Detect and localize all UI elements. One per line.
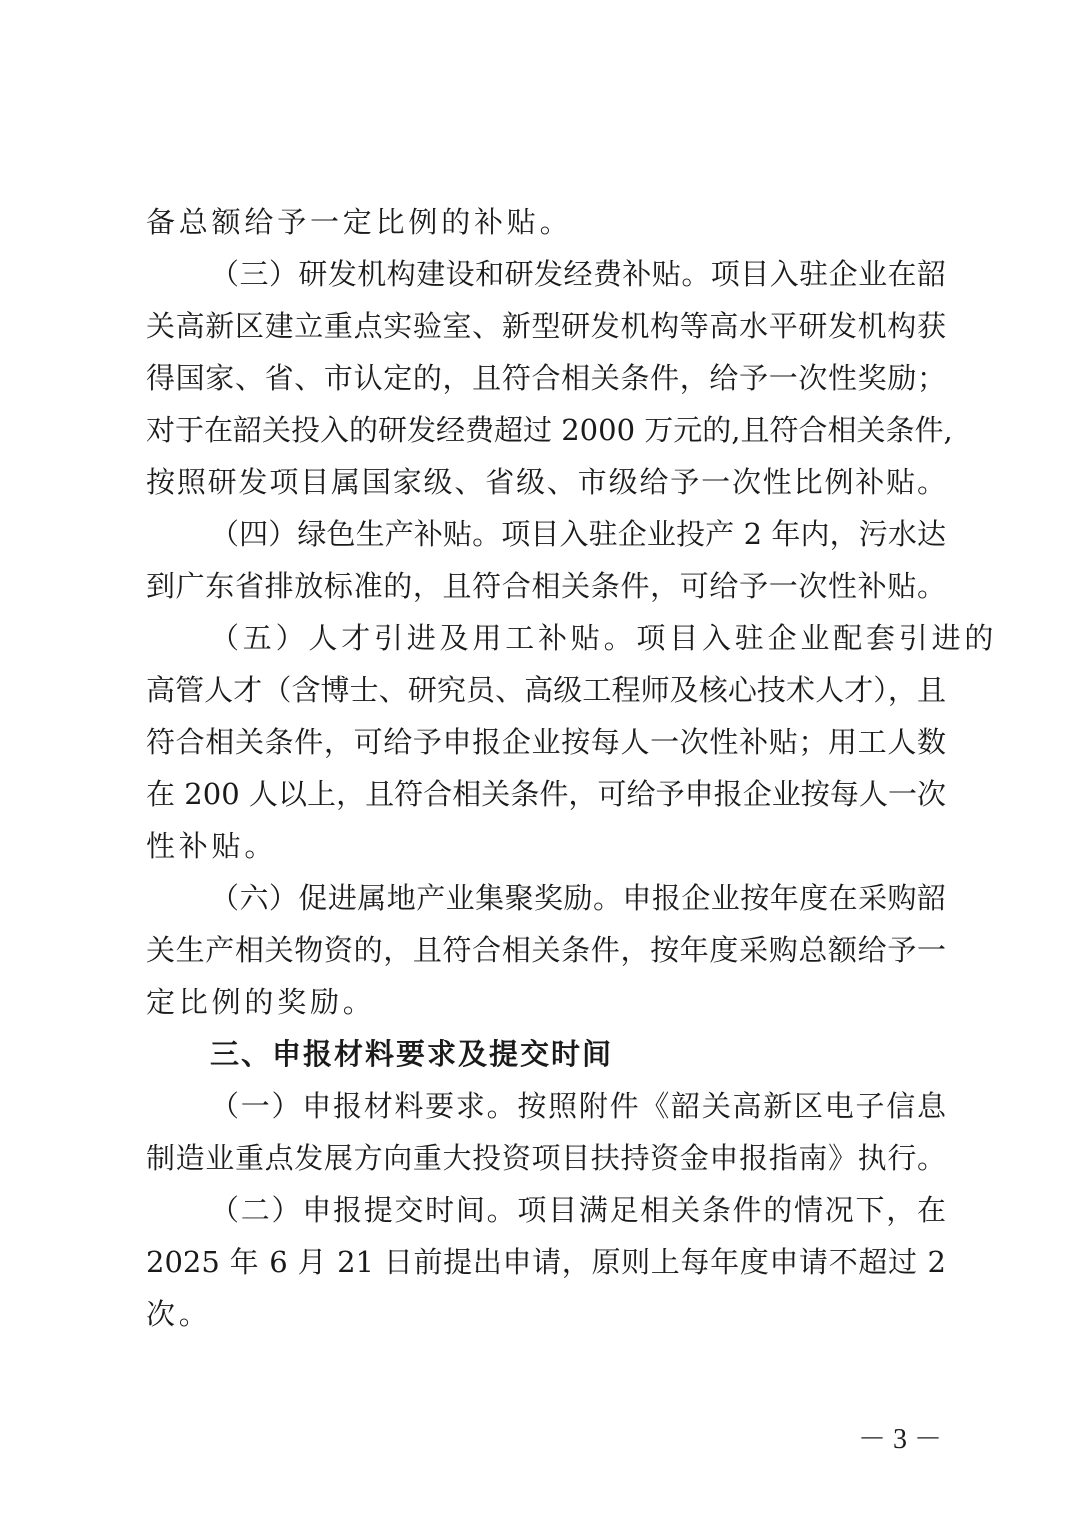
text-line: 定比例的奖励。 <box>146 985 376 1019</box>
text-line: 关高新区建立重点实验室、新型研发机构等高水平研发机构获 <box>146 309 946 343</box>
text-line: 在 200 人以上，且符合相关条件，可给予申报企业按每人一次 <box>146 777 946 811</box>
text-line: 次。 <box>146 1297 212 1331</box>
text-line: 得国家、省、市认定的，且符合相关条件，给予一次性奖励； <box>146 361 946 395</box>
text-line: 备总额给予一定比例的补贴。 <box>146 205 573 239</box>
text-line: 到广东省排放标准的，且符合相关条件，可给予一次性补贴。 <box>146 569 946 603</box>
text-line: 性补贴。 <box>146 829 278 863</box>
text-line: 关生产相关物资的，且符合相关条件，按年度采购总额给予一 <box>146 933 946 967</box>
text-line: 符合相关条件，可给予申报企业按每人一次性补贴；用工人数 <box>146 725 946 759</box>
text-line: （一）申报材料要求。按照附件《韶关高新区电子信息 <box>210 1089 946 1123</box>
text-line: 2025 年 6 月 21 日前提出申请，原则上每年度申请不超过 2 <box>146 1245 946 1279</box>
section-heading: 三、申报材料要求及提交时间 <box>210 1037 614 1071</box>
text-line: （四）绿色生产补贴。项目入驻企业投产 2 年内，污水达 <box>210 517 946 551</box>
text-line: （六）促进属地产业集聚奖励。申报企业按年度在采购韶 <box>210 881 946 915</box>
text-line: （三）研发机构建设和研发经费补贴。项目入驻企业在韶 <box>210 257 946 291</box>
text-line: 高管人才（含博士、研究员、高级工程师及核心技术人才），且 <box>146 673 946 707</box>
text-line: 制造业重点发展方向重大投资项目扶持资金申报指南》执行。 <box>146 1141 946 1175</box>
text-line: 按照研发项目属国家级、省级、市级给予一次性比例补贴。 <box>146 465 946 499</box>
page-number: － 3 － <box>857 1424 942 1455</box>
text-line: 对于在韶关投入的研发经费超过 2000 万元的,且符合相关条件, <box>146 413 953 447</box>
text-line: （五）人才引进及用工补贴。项目入驻企业配套引进的 <box>210 621 998 655</box>
text-line: （二）申报提交时间。项目满足相关条件的情况下，在 <box>210 1193 946 1227</box>
